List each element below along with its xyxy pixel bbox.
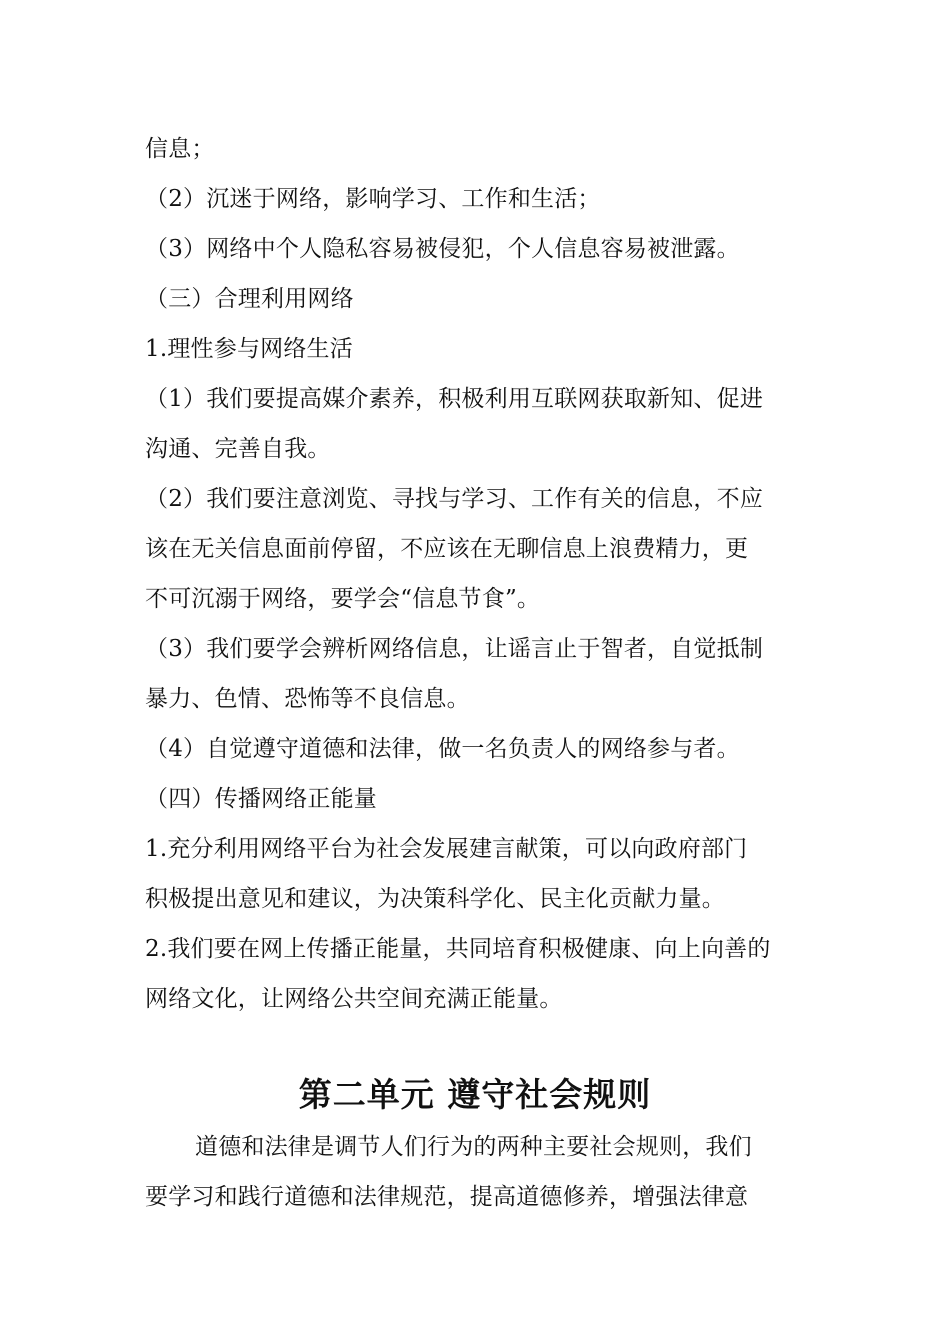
text-line: 沟通、完善自我。 bbox=[145, 436, 331, 462]
text-line: （3）网络中个人隐私容易被侵犯，个人信息容易被泄露。 bbox=[145, 236, 740, 262]
text-line: 不可沉溺于网络，要学会“信息节食”。 bbox=[145, 586, 541, 612]
text-line: 信息； bbox=[145, 136, 215, 162]
section-subheading: （四）传播网络正能量 bbox=[145, 786, 377, 812]
text-line: （4）自觉遵守道德和法律，做一名负责人的网络参与者。 bbox=[145, 736, 740, 762]
text-line: （2）我们要注意浏览、寻找与学习、工作有关的信息，不应 bbox=[145, 486, 764, 512]
intro-line: 要学习和践行道德和法律规范，提高道德修养，增强法律意 bbox=[145, 1184, 749, 1210]
text-line: 暴力、色情、恐怖等不良信息。 bbox=[145, 686, 470, 712]
text-line: （1）我们要提高媒介素养，积极利用互联网获取新知、促进 bbox=[145, 386, 764, 412]
section-subheading: 1.理性参与网络生活 bbox=[145, 336, 353, 362]
text-line: （3）我们要学会辨析网络信息，让谣言止于智者，自觉抵制 bbox=[145, 636, 764, 662]
text-line: 2.我们要在网上传播正能量，共同培育积极健康、向上向善的 bbox=[145, 936, 771, 962]
text-line: 积极提出意见和建议，为决策科学化、民主化贡献力量。 bbox=[145, 886, 725, 912]
section-subheading: （三）合理利用网络 bbox=[145, 286, 354, 312]
intro-line: 道德和法律是调节人们行为的两种主要社会规则，我们 bbox=[195, 1134, 752, 1160]
text-line: 该在无关信息面前停留，不应该在无聊信息上浪费精力，更 bbox=[145, 536, 749, 562]
unit-heading: 第二单元 遵守社会规则 bbox=[298, 1075, 652, 1114]
text-line: （2）沉迷于网络，影响学习、工作和生活； bbox=[145, 186, 601, 212]
text-line: 网络文化，让网络公共空间充满正能量。 bbox=[145, 986, 563, 1012]
text-line: 1.充分利用网络平台为社会发展建言献策，可以向政府部门 bbox=[145, 836, 748, 862]
